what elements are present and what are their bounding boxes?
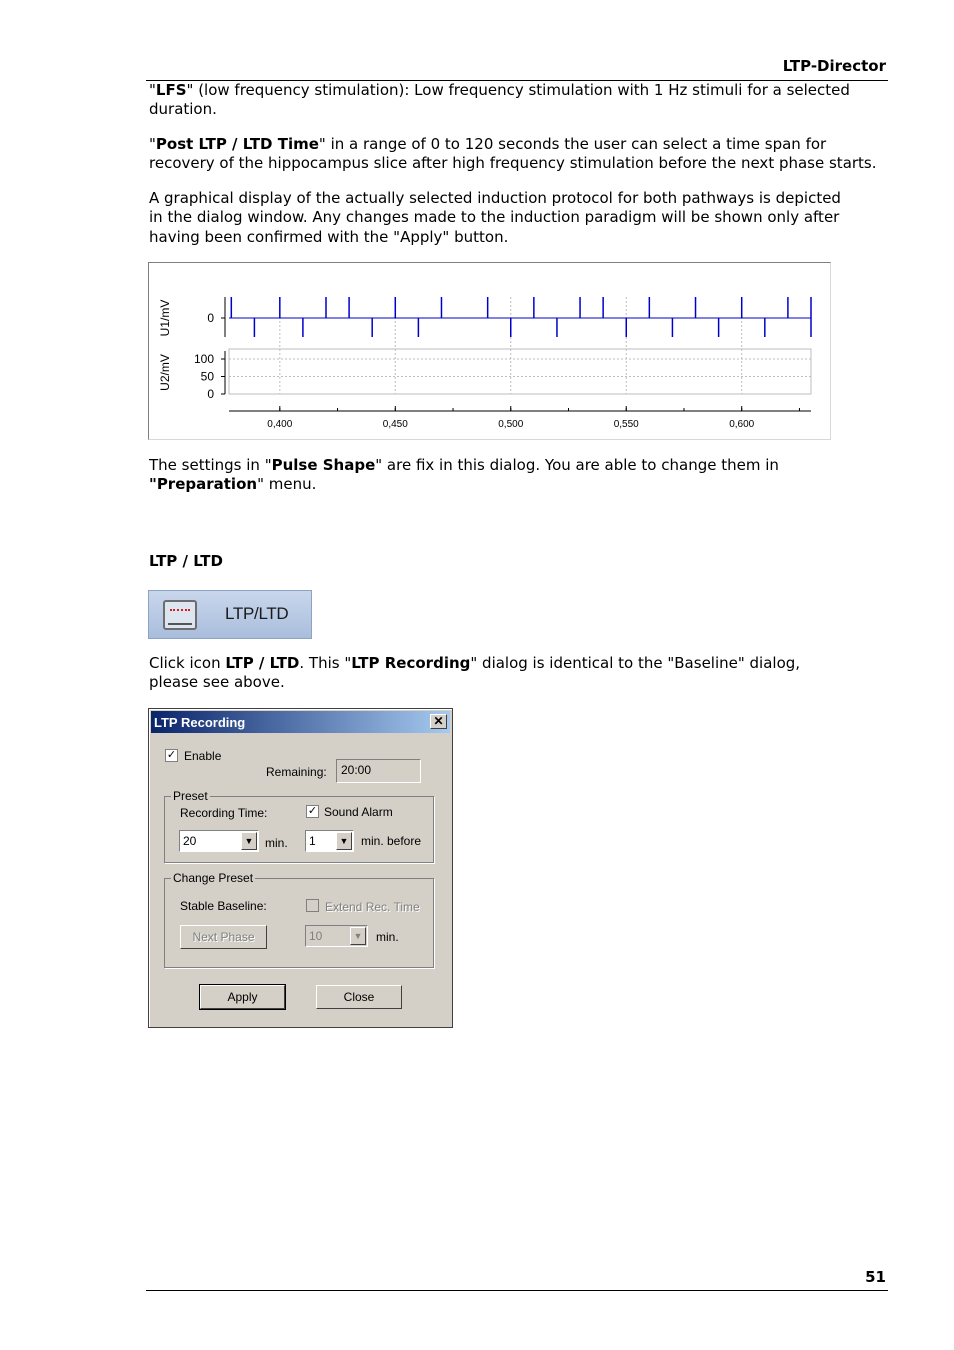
section-heading: LTP / LTD [149,552,223,570]
change-preset-select[interactable]: 10 ▼ [305,925,368,947]
recording-time-unit: min. [265,836,288,850]
dropdown-arrow-icon[interactable]: ▼ [350,927,366,945]
next-phase-button[interactable]: Next Phase [180,925,267,949]
u2-frame [229,349,811,394]
paragraph-click-icon: Click icon LTP / LTD. This "LTP Recording" dialog is identical to the "Baseline" dialog, please see above. [149,654,801,692]
preset-legend: Preset [173,789,208,803]
alarm-before-select[interactable]: 1 ▼ [305,830,354,852]
extend-rec-time-checkbox[interactable] [306,899,319,912]
x-tick-label: 0,400 [267,419,293,430]
enable-checkbox[interactable]: ✓ [166,749,177,761]
ltp-ltd-toolbar-button[interactable] [148,590,312,639]
term-lfs: LFS [155,81,187,99]
alarm-before-unit: min. before [361,834,422,848]
paragraph-post-ltp: "Post LTP / LTD Time" in a range of 0 to 120 seconds the user can select a time span for recovery of the hippocampus slice after high frequency stimulation before the next phase starts. [149,135,877,173]
x-tick-label: 0,550 [613,419,639,430]
induction-chart [149,263,830,439]
term-pulse-shape: Pulse Shape [271,456,376,474]
recording-time-label: Recording Time: [180,806,268,820]
enable-label: Enable [184,749,222,763]
close-button[interactable]: Close [316,985,402,1009]
ltp-recording-dialog [148,708,453,1028]
close-icon[interactable]: ✕ [430,714,447,729]
dropdown-arrow-icon[interactable]: ▼ [241,832,257,850]
paragraph-graphical: A graphical display of the actually selected induction protocol for both pathways is depicted in the dialog window. Any changes made to the induction paradigm will be shown only after having been confirmed with the "Apply" button. [149,189,841,246]
term-ltp-ltd: LTP / LTD [225,654,300,672]
dialog-title-bar[interactable] [151,711,450,733]
running-header: LTP-Director [782,57,886,75]
u1-y-tick-label: 0 [207,311,214,325]
apply-button[interactable]: Apply [200,985,285,1009]
sound-alarm-label: Sound Alarm [324,805,393,819]
sound-alarm-checkbox[interactable]: ✓ [307,805,318,817]
dialog-title: LTP Recording [154,715,246,730]
extend-rec-time-label: Extend Rec. Time [325,900,420,914]
u2-y-tick-label: 0 [207,387,214,401]
term-preparation: "Preparation [149,475,258,494]
remaining-field: 20:00 [336,759,421,783]
x-tick-label: 0,600 [729,419,755,430]
footer-rule [146,1290,888,1291]
remaining-label: Remaining: [266,765,327,779]
dropdown-arrow-icon[interactable]: ▼ [336,832,352,850]
paragraph-settings: The settings in "Pulse Shape" are fix in this dialog. You are able to change them in "Preparation" menu. [149,456,779,494]
change-preset-unit: min. [376,930,399,944]
u2-y-title: U2/mV [158,354,172,391]
stable-baseline-label: Stable Baseline: [180,899,267,913]
term-post-ltp: Post LTP / LTD Time [155,135,319,153]
change-preset-legend: Change Preset [173,871,254,885]
term-ltp-recording: LTP Recording [351,654,471,672]
x-tick-label: 0,450 [382,419,408,430]
recording-time-select[interactable]: 20 ▼ [179,830,259,852]
x-tick-label: 0,500 [498,419,524,430]
page-number: 51 [865,1268,886,1286]
ltp-ltd-chart-icon [163,600,197,630]
change-preset-group [164,871,434,968]
u1-y-title: U1/mV [158,299,172,337]
paragraph-lfs: "LFS" (low frequency stimulation): Low frequency stimulation with 1 Hz stimuli for a selected duration. [149,81,850,119]
u2-y-tick-label: 50 [200,369,214,384]
ltp-ltd-button-label: LTP/LTD [225,604,289,623]
induction-protocol-graph [148,262,831,440]
u2-y-tick-label: 100 [193,352,214,366]
